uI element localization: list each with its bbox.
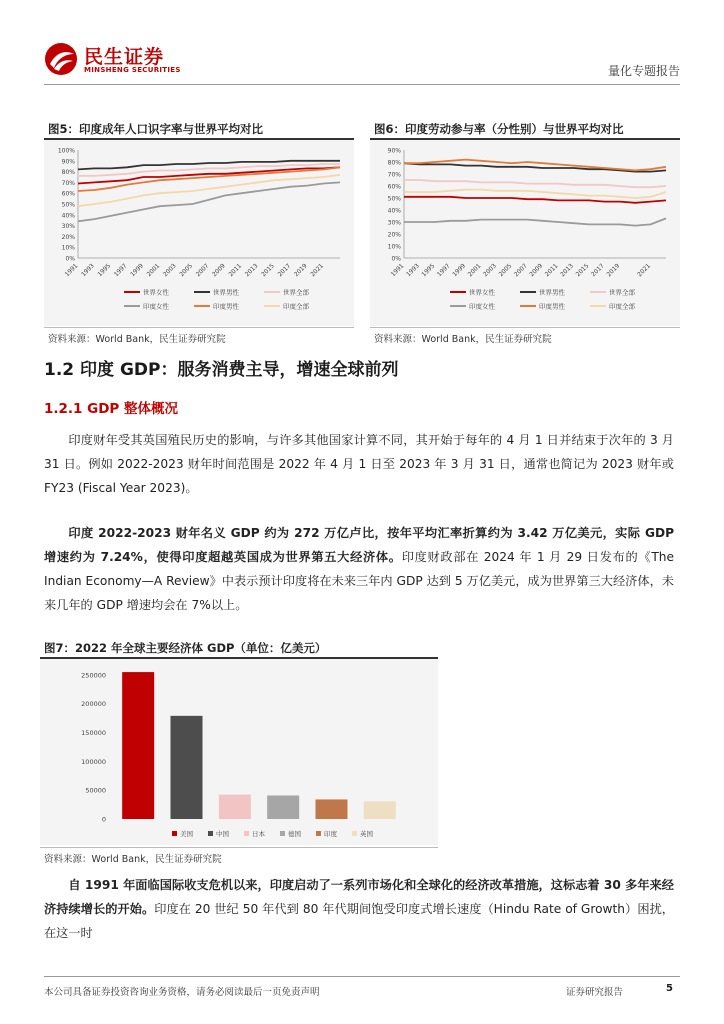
fig6-x-tick-label: 1997 xyxy=(435,262,452,279)
fig7-legend-swatch xyxy=(244,831,249,836)
fig6-title: 图6：印度劳动参与率（分性别）与世界平均对比 xyxy=(374,122,624,136)
fig5-y-tick-label: 20% xyxy=(61,233,75,241)
fig6-x-tick-label: 2005 xyxy=(497,262,514,279)
fig6-source: 资料来源：World Bank，民生证券研究院 xyxy=(374,334,552,345)
fig6-x-tick-label: 2021 xyxy=(636,262,653,279)
fig7-legend-swatch xyxy=(208,831,213,836)
fig5-x-tick-label: 2005 xyxy=(178,262,195,279)
fig6-x-tick-label: 1993 xyxy=(405,262,421,279)
fig5-y-tick-label: 80% xyxy=(61,169,75,177)
fig7-bar xyxy=(364,801,396,819)
fig6-x-tick-label: 2019 xyxy=(605,262,622,279)
fig7-bar xyxy=(122,672,154,819)
fig5-y-tick-label: 50% xyxy=(61,201,75,209)
fig5-x-tick-label: 1993 xyxy=(80,262,96,279)
fig5-x-tick-label: 1991 xyxy=(63,262,80,279)
fig5-x-tick-label: 2013 xyxy=(243,262,260,279)
fig5-y-tick-label: 0% xyxy=(65,255,75,263)
fig7-legend-label: 德国 xyxy=(288,830,301,838)
header-divider xyxy=(44,84,680,85)
fig7-legend-swatch xyxy=(280,831,285,836)
fig7-title: 图7：2022 年全球主要经济体 GDP（单位：亿美元） xyxy=(44,641,327,655)
paragraph-gdp-overview-rest: 印度财政部在 2024 年 1 月 29 日发布的《The Indian Economy—A Review》中表示预计印度将在未来三年内 GDP 达到 5 万亿美元，成为世界第三大经济体，未来几年的 GDP 增速均会在 7%以上。 xyxy=(44,550,674,612)
fig6-x-tick-label: 2017 xyxy=(590,262,606,279)
fig5-chart-area xyxy=(44,140,354,326)
fig5-series-line-0 xyxy=(78,167,340,183)
brand-name-cn: 民生证券 xyxy=(84,46,165,68)
fig7-legend-label: 日本 xyxy=(252,830,265,838)
fig6-x-tick-label: 2011 xyxy=(543,262,560,279)
fig7-legend-label: 中国 xyxy=(216,830,229,838)
fig5-legend-label: 世界全部 xyxy=(283,288,309,297)
fig6-legend-label: 印度女性 xyxy=(469,302,495,311)
fig5-x-tick-label: 2011 xyxy=(227,262,244,279)
fig7-legend-label: 英国 xyxy=(360,830,373,838)
minsheng-logo-icon xyxy=(44,42,78,76)
footer-report-label: 证券研究报告 xyxy=(566,987,624,998)
fig5-title: 图5：印度成年人口识字率与世界平均对比 xyxy=(48,122,263,136)
paragraph-gdp-overview-bold: 印度 2022-2023 财年名义 GDP 约为 272 万亿卢比，按年平均汇率折算约为 3.42 万亿美元，实际 GDP 增速约为 7.24%，使得印度超越英国成为世界第五大经济体。 xyxy=(44,526,674,564)
fig5-legend-label: 印度全部 xyxy=(283,302,309,311)
fig5-x-tick-label: 1995 xyxy=(96,262,113,279)
fig5-legend-label: 世界女性 xyxy=(143,288,169,297)
paragraph-reform-history-bold: 自 1991 年面临国际收支危机以来，印度启动了一系列市场化和全球化的经济改革措施，这标志着 30 多年来经济持续增长的开始。 xyxy=(44,878,674,916)
fig7-y-tick-label: 200000 xyxy=(81,700,106,709)
fig6-y-tick-label: 60% xyxy=(387,183,401,191)
fig5-y-tick-label: 100% xyxy=(57,147,75,155)
fig6-legend-label: 世界男性 xyxy=(539,288,565,297)
brand-name-en: MINSHENG SECURITIES xyxy=(84,66,181,74)
fig6-x-tick-label: 1999 xyxy=(451,262,468,279)
fig5-x-tick-label: 2019 xyxy=(292,262,309,279)
fig7-legend-swatch xyxy=(172,831,177,836)
fig7-bar xyxy=(171,716,203,819)
fig5-legend-label: 印度男性 xyxy=(213,302,239,311)
fig6-x-tick-label: 2003 xyxy=(482,262,498,279)
fig6-x-tick-label: 1991 xyxy=(389,262,406,279)
fig6-y-tick-label: 90% xyxy=(387,147,401,155)
fig7-legend-label: 印度 xyxy=(324,830,337,838)
fig7-bar xyxy=(219,795,251,819)
page-number: 5 xyxy=(666,983,673,994)
paragraph-reform-history-rest: 印度在 20 世纪 50 年代到 80 年代期间饱受印度式增长速度（Hindu Rate of Growth）困扰，在这一时 xyxy=(44,902,674,940)
footer-divider xyxy=(44,976,680,977)
fig6-legend-label: 印度男性 xyxy=(539,302,565,311)
fig7-y-tick-label: 250000 xyxy=(81,671,106,680)
fig6-bottom-rule xyxy=(370,327,680,328)
fig5-y-tick-label: 60% xyxy=(61,190,75,198)
fig6-y-tick-label: 30% xyxy=(387,219,401,227)
fig5-bottom-rule xyxy=(44,327,354,328)
fig5-y-tick-label: 70% xyxy=(61,179,75,187)
fig6-y-tick-label: 10% xyxy=(387,243,401,251)
fig7-source: 资料来源：World Bank，民生证券研究院 xyxy=(44,854,222,865)
fig6-x-tick-label: 2013 xyxy=(559,262,575,279)
fig6-x-tick-label: 2015 xyxy=(574,262,591,279)
fig5-x-tick-label: 2009 xyxy=(211,262,227,279)
fig5-line-chart xyxy=(44,140,354,326)
fig5-y-tick-label: 40% xyxy=(61,212,75,220)
fig7-bottom-rule xyxy=(40,847,438,848)
fig6-x-tick-label: 2007 xyxy=(512,262,529,279)
fig6-series-line-2 xyxy=(404,180,666,187)
fig6-x-tick-label: 2009 xyxy=(528,262,545,279)
fig5-x-tick-label: 2007 xyxy=(194,262,211,279)
fig6-y-tick-label: 50% xyxy=(387,195,401,203)
fig7-chart-area xyxy=(40,659,438,845)
fig6-legend-label: 世界女性 xyxy=(469,288,495,297)
fig7-y-tick-label: 150000 xyxy=(81,728,106,737)
fig5-legend-label: 印度女性 xyxy=(143,302,169,311)
fig7-bar-chart xyxy=(40,659,438,845)
paragraph-fiscal-year: 印度财年受其英国殖民历史的影响，与许多其他国家计算不同，其开始于每年的 4 月 1 日并结束于次年的 3 月 31 日。例如 2022-2023 财年时间范围是 2022 年 4 月 1 日至 2023 年 3 月 31 日，通常也简记为 2023 财年或 FY23 (Fiscal Year 2023)。 xyxy=(44,433,674,495)
fig5-y-tick-label: 90% xyxy=(61,158,75,166)
fig7-legend-swatch xyxy=(316,831,321,836)
fig7-y-tick-label: 0 xyxy=(101,815,106,824)
fig7-y-tick-label: 100000 xyxy=(81,757,106,766)
fig5-legend-label: 世界男性 xyxy=(213,288,239,297)
section-heading-1-2: 1.2 印度 GDP：服务消费主导，增速全球前列 xyxy=(44,360,399,380)
fig6-line-chart xyxy=(370,140,680,326)
fig6-x-tick-label: 2001 xyxy=(466,262,483,279)
fig5-x-tick-label: 2017 xyxy=(276,262,293,279)
subsection-heading-1-2-1: 1.2.1 GDP 整体概况 xyxy=(44,401,179,417)
report-type-label: 量化专题报告 xyxy=(607,64,680,78)
fig5-y-tick-label: 30% xyxy=(61,223,75,231)
fig6-legend-label: 印度全部 xyxy=(609,302,635,311)
fig6-chart-area xyxy=(370,140,680,326)
fig7-bar xyxy=(316,799,348,819)
fig5-source: 资料来源：World Bank，民生证券研究院 xyxy=(48,334,226,345)
fig5-x-tick-label: 1997 xyxy=(112,262,129,279)
fig5-x-tick-label: 2021 xyxy=(309,262,326,279)
fig6-x-tick-label: 1995 xyxy=(420,262,437,279)
fig5-x-tick-label: 1999 xyxy=(129,262,145,279)
fig5-series-line-5 xyxy=(78,175,340,206)
fig6-y-tick-label: 40% xyxy=(387,207,401,215)
fig6-legend-label: 世界全部 xyxy=(609,288,635,297)
fig6-y-tick-label: 20% xyxy=(387,231,401,239)
footer-disclaimer: 本公司具备证券投资咨询业务资格，请务必阅读最后一页免责声明 xyxy=(44,987,320,998)
fig6-y-tick-label: 0% xyxy=(391,255,401,263)
paragraph-reform-history xyxy=(44,873,674,945)
fig5-x-tick-label: 2001 xyxy=(145,262,162,279)
fig6-series-line-3 xyxy=(404,218,666,225)
fig7-legend-swatch xyxy=(352,831,357,836)
fig7-bar xyxy=(267,795,299,819)
fig6-y-tick-label: 70% xyxy=(387,171,401,179)
fig5-x-tick-label: 2015 xyxy=(260,262,276,279)
fig7-y-tick-label: 50000 xyxy=(85,786,106,795)
fig5-y-tick-label: 10% xyxy=(61,244,75,252)
paragraph-gdp-overview xyxy=(44,521,674,617)
fig6-y-tick-label: 80% xyxy=(387,159,401,167)
fig7-legend-label: 美国 xyxy=(180,830,193,838)
fig5-x-tick-label: 2003 xyxy=(161,262,178,279)
